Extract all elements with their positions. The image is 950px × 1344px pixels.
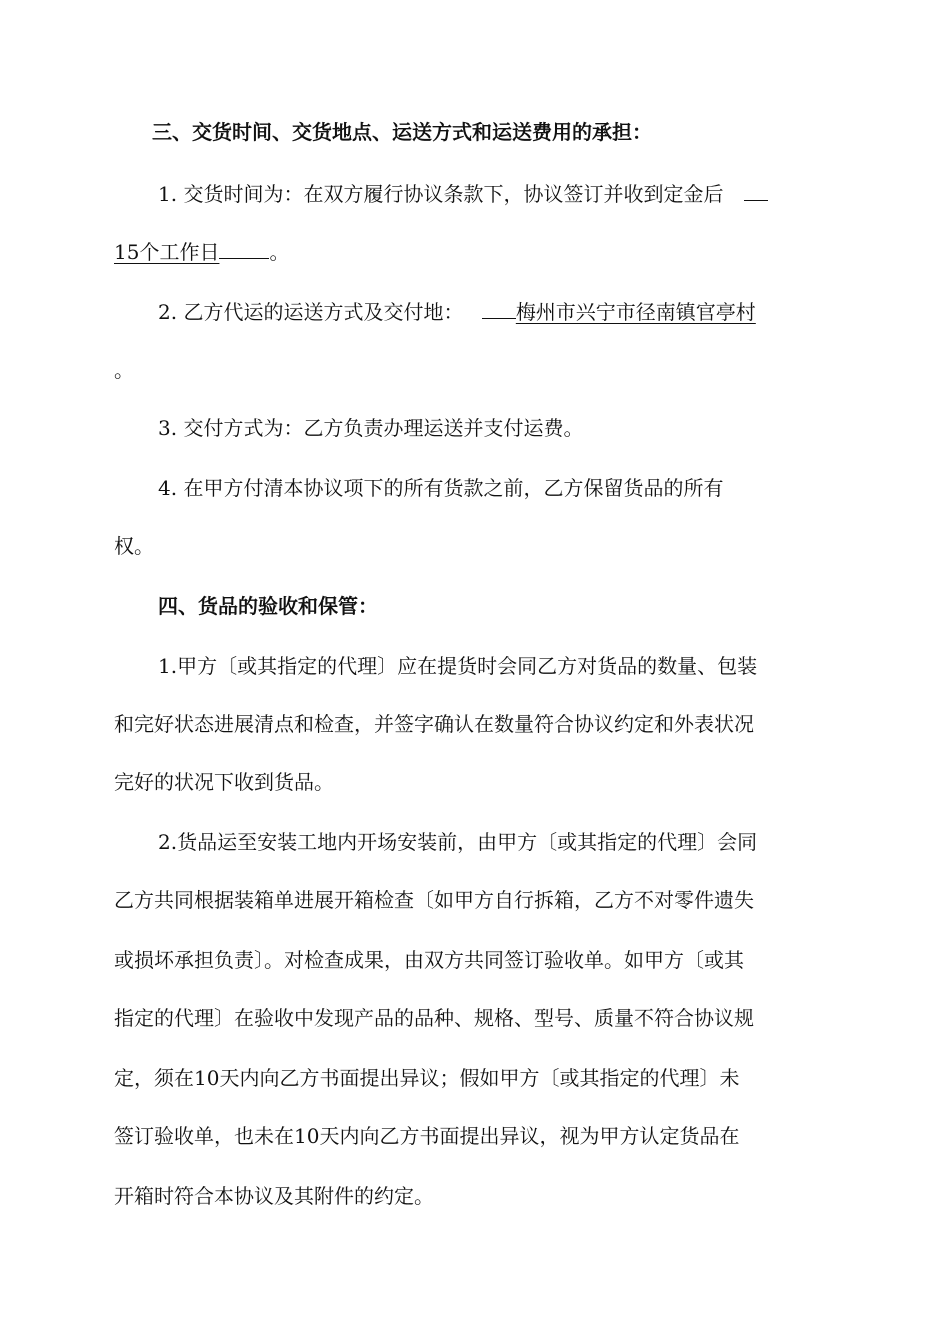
item2-blank (482, 296, 516, 319)
item2-text: 2. 乙方代运的运送方式及交付地： (158, 300, 464, 324)
item1-end: 。 (269, 240, 290, 264)
item1-value: 15个工作日 (114, 240, 220, 264)
section3-item2-line1 (158, 296, 756, 326)
section3-item4-line1: 4. 在甲方付清本协议项下的所有货款之前，乙方保留货品的所有 (158, 476, 724, 500)
section4-p1-line1: 1.甲方〔或其指定的代理〕应在提货时会同乙方对货品的数量、包装 (158, 654, 758, 678)
section4-p1-line2: 和完好状态进展清点和检查，并签字确认在数量符合协议约定和外表状况 (114, 712, 754, 736)
section4-p1-line3: 完好的状况下收到货品。 (114, 770, 334, 794)
section4-p2-line3: 或损坏承担负责〕。对检查成果，由双方共同签订验收单。如甲方〔或其 (114, 948, 744, 972)
section3-item3: 3. 交付方式为：乙方负责办理运送并支付运费。 (158, 416, 584, 440)
section4-p2-line7: 开箱时符合本协议及其附件的约定。 (114, 1184, 434, 1208)
section4-p2-line4: 指定的代理〕在验收中发现产品的品种、规格、型号、质量不符合协议规 (114, 1006, 754, 1030)
section4-p2-line1: 2.货品运至安装工地内开场安装前，由甲方〔或其指定的代理〕会同 (158, 830, 758, 854)
item1-text: 1. 交货时间为：在双方履行协议条款下，协议签订并收到定金后 (158, 182, 724, 206)
section4-p2-line2: 乙方共同根据装箱单进展开箱检查〔如甲方自行拆箱，乙方不对零件遗失 (114, 888, 754, 912)
item1-blank-start (744, 178, 768, 201)
section4-p2-line6: 签订验收单，也未在10天内向乙方书面提出异议，视为甲方认定货品在 (114, 1124, 740, 1148)
section3-item2-line2: 。 (114, 358, 134, 382)
item2-value: 梅州市兴宁市径南镇官亭村 (515, 300, 756, 324)
item1-blank-end (219, 236, 269, 259)
section3-item4-line2: 权。 (114, 534, 154, 558)
section3-item1-line1 (158, 178, 768, 208)
section3-item1-line2 (114, 236, 289, 266)
section3-heading: 三、交货时间、交货地点、运送方式和运送费用的承担： (152, 120, 652, 144)
section4-heading: 四、货品的验收和保管： (158, 594, 378, 618)
section4-p2-line5: 定，须在10天内向乙方书面提出异议；假如甲方〔或其指定的代理〕未 (114, 1066, 740, 1090)
